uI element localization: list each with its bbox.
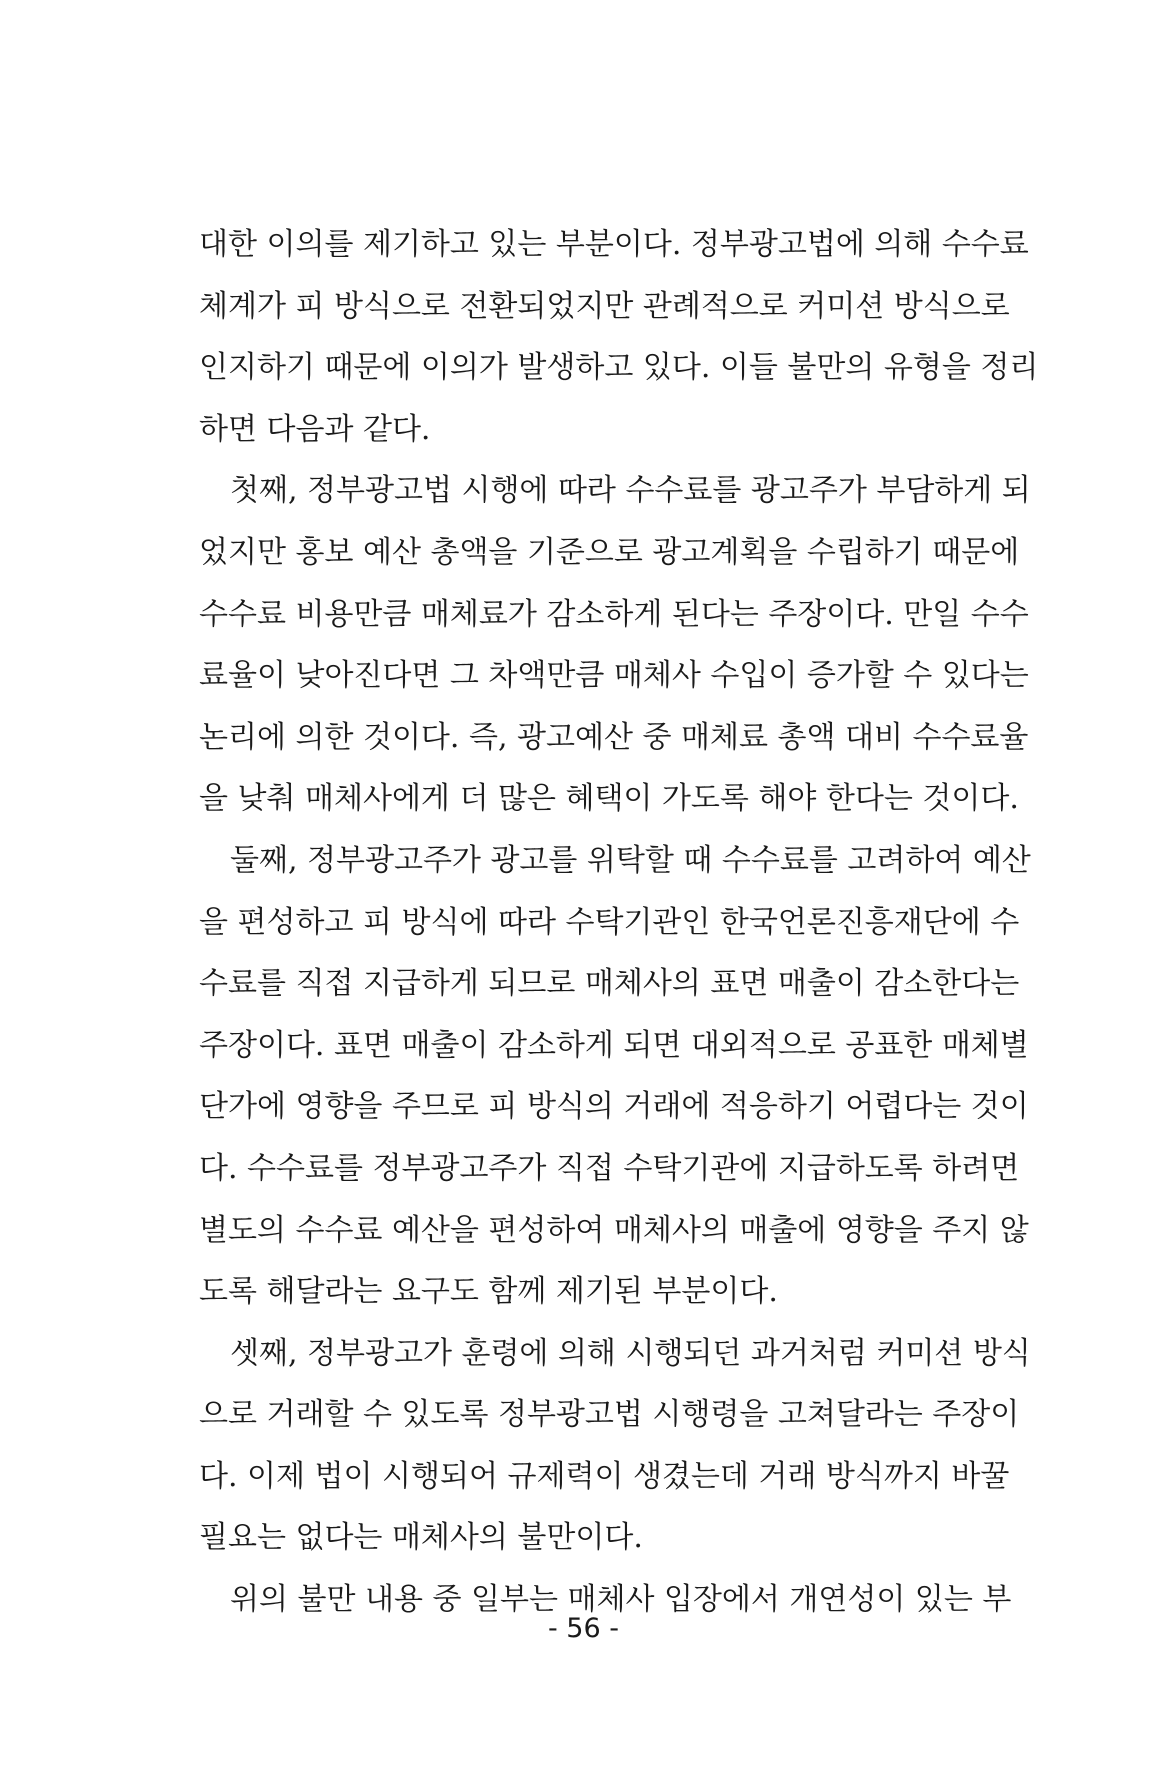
text-line: 필요는 없다는 매체사의 불만이다.	[199, 1520, 643, 1556]
text-line: 첫째, 정부광고법 시행에 따라 수수료를 광고주가 부담하게 되	[230, 473, 1031, 509]
text-line: 둘째, 정부광고주가 광고를 위탁할 때 수수료를 고려하여 예산	[230, 842, 1031, 878]
text-line: 별도의 수수료 예산을 편성하여 매체사의 매출에 영향을 주지 않	[199, 1212, 1029, 1248]
text-line: 대한 이의를 제기하고 있는 부분이다. 정부광고법에 의해 수수료	[199, 227, 1029, 262]
text-line: 었지만 홍보 예산 총액을 기준으로 광고계획을 수립하기 때문에	[199, 534, 1020, 570]
text-line: 셋째, 정부광고가 훈령에 의해 시행되던 과거처럼 커미션 방식	[230, 1335, 1031, 1371]
text-line: 다. 수수료를 정부광고주가 직접 수탁기관에 지급하도록 하려면	[199, 1150, 1020, 1186]
text-line: 료율이 낮아진다면 그 차액만큼 매체사 수입이 증가할 수 있다는	[199, 658, 1029, 694]
text-line: 단가에 영향을 주므로 피 방식의 거래에 적응하기 어렵다는 것이	[199, 1089, 1029, 1125]
body-text	[199, 222, 1039, 1639]
text-line: 하면 다음과 같다.	[199, 411, 431, 447]
text-line: 체계가 피 방식으로 전환되었지만 관례적으로 커미션 방식으로	[199, 288, 1010, 324]
text-line: 으로 거래할 수 있도록 정부광고법 시행령을 고쳐달라는 주장이	[199, 1397, 1020, 1433]
text-line: 주장이다. 표면 매출이 감소하게 되면 대외적으로 공표한 매체별	[199, 1027, 1029, 1063]
text-line: 수료를 직접 지급하게 되므로 매체사의 표면 매출이 감소한다는	[199, 966, 1020, 1002]
text-line: 도록 해달라는 요구도 함께 제기된 부분이다.	[199, 1274, 778, 1310]
text-line: 위의 불만 내용 중 일부는 매체사 입장에서 개연성이 있는 부	[230, 1582, 1012, 1618]
text-line: 수수료 비용만큼 매체료가 감소하게 된다는 주장이다. 만일 수수	[199, 596, 1029, 632]
text-line: 인지하기 때문에 이의가 발생하고 있다. 이들 불만의 유형을 정리	[199, 350, 1039, 386]
text-line: 을 낮춰 매체사에게 더 많은 혜택이 가도록 해야 한다는 것이다.	[199, 781, 1019, 817]
page-number: - 56 -	[547, 1613, 619, 1644]
text-line: 을 편성하고 피 방식에 따라 수탁기관인 한국언론진흥재단에 수	[199, 904, 1020, 940]
text-line: 다. 이제 법이 시행되어 규제력이 생겼는데 거래 방식까지 바꿀	[199, 1458, 1010, 1494]
text-line: 논리에 의한 것이다. 즉, 광고예산 중 매체료 총액 대비 수수료율	[199, 719, 1029, 755]
